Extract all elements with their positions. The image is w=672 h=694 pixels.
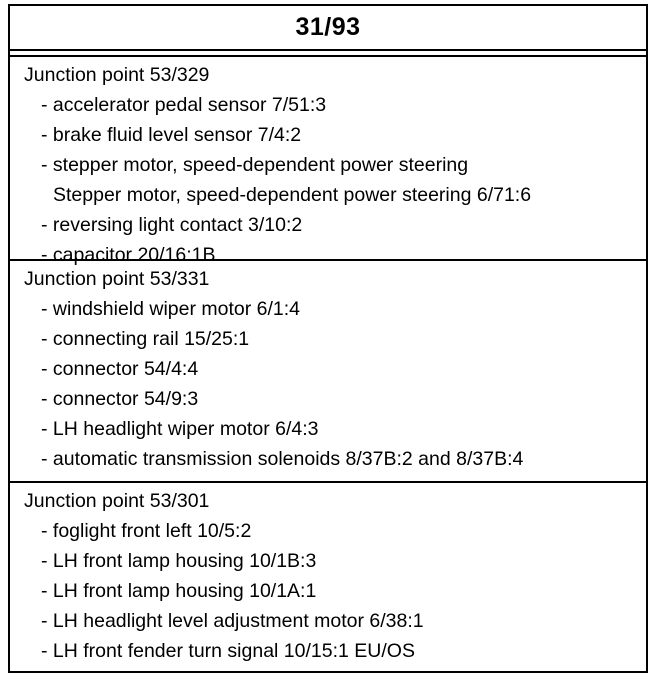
list-item: - capacitor 20/16:1B bbox=[41, 244, 216, 266]
wiring-junction-table bbox=[8, 4, 648, 673]
list-item: - windshield wiper motor 6/1:4 bbox=[41, 298, 301, 320]
title-divider bbox=[10, 49, 646, 57]
list-item: - reversing light contact 3/10:2 bbox=[41, 214, 303, 236]
junction-section-53-301 bbox=[10, 481, 646, 671]
junction-heading: Junction point 53/329 bbox=[24, 64, 210, 86]
list-item: - LH headlight wiper motor 6/4:3 bbox=[41, 418, 319, 440]
list-item: - LH front lamp housing 10/1A:1 bbox=[41, 580, 317, 602]
list-item: - stepper motor, speed-dependent power steering bbox=[41, 154, 469, 176]
junction-heading: Junction point 53/331 bbox=[24, 268, 210, 290]
junction-section-53-329 bbox=[10, 57, 646, 266]
list-item: - foglight front left 10/5:2 bbox=[41, 520, 252, 542]
list-item: - connector 54/9:3 bbox=[41, 388, 199, 410]
list-item: - accelerator pedal sensor 7/51:3 bbox=[41, 94, 327, 116]
junction-heading: Junction point 53/301 bbox=[24, 490, 210, 512]
list-item: - LH front lamp housing 10/1B:3 bbox=[41, 550, 317, 572]
list-item: - LH headlight level adjustment motor 6/38:1 bbox=[41, 610, 424, 632]
list-item: - connector 54/4:4 bbox=[41, 358, 199, 380]
list-item-continuation: Stepper motor, speed-dependent power steering 6/71:6 bbox=[53, 184, 532, 206]
list-item: - automatic transmission solenoids 8/37B:2 and 8/37B:4 bbox=[41, 448, 524, 470]
list-item: - LH front fender turn signal 10/15:1 EU/OS bbox=[41, 640, 415, 662]
junction-section-53-331 bbox=[10, 259, 646, 481]
table-title: 31/93 bbox=[295, 13, 361, 41]
list-item: - connecting rail 15/25:1 bbox=[41, 328, 250, 350]
list-item: - brake fluid level sensor 7/4:2 bbox=[41, 124, 302, 146]
